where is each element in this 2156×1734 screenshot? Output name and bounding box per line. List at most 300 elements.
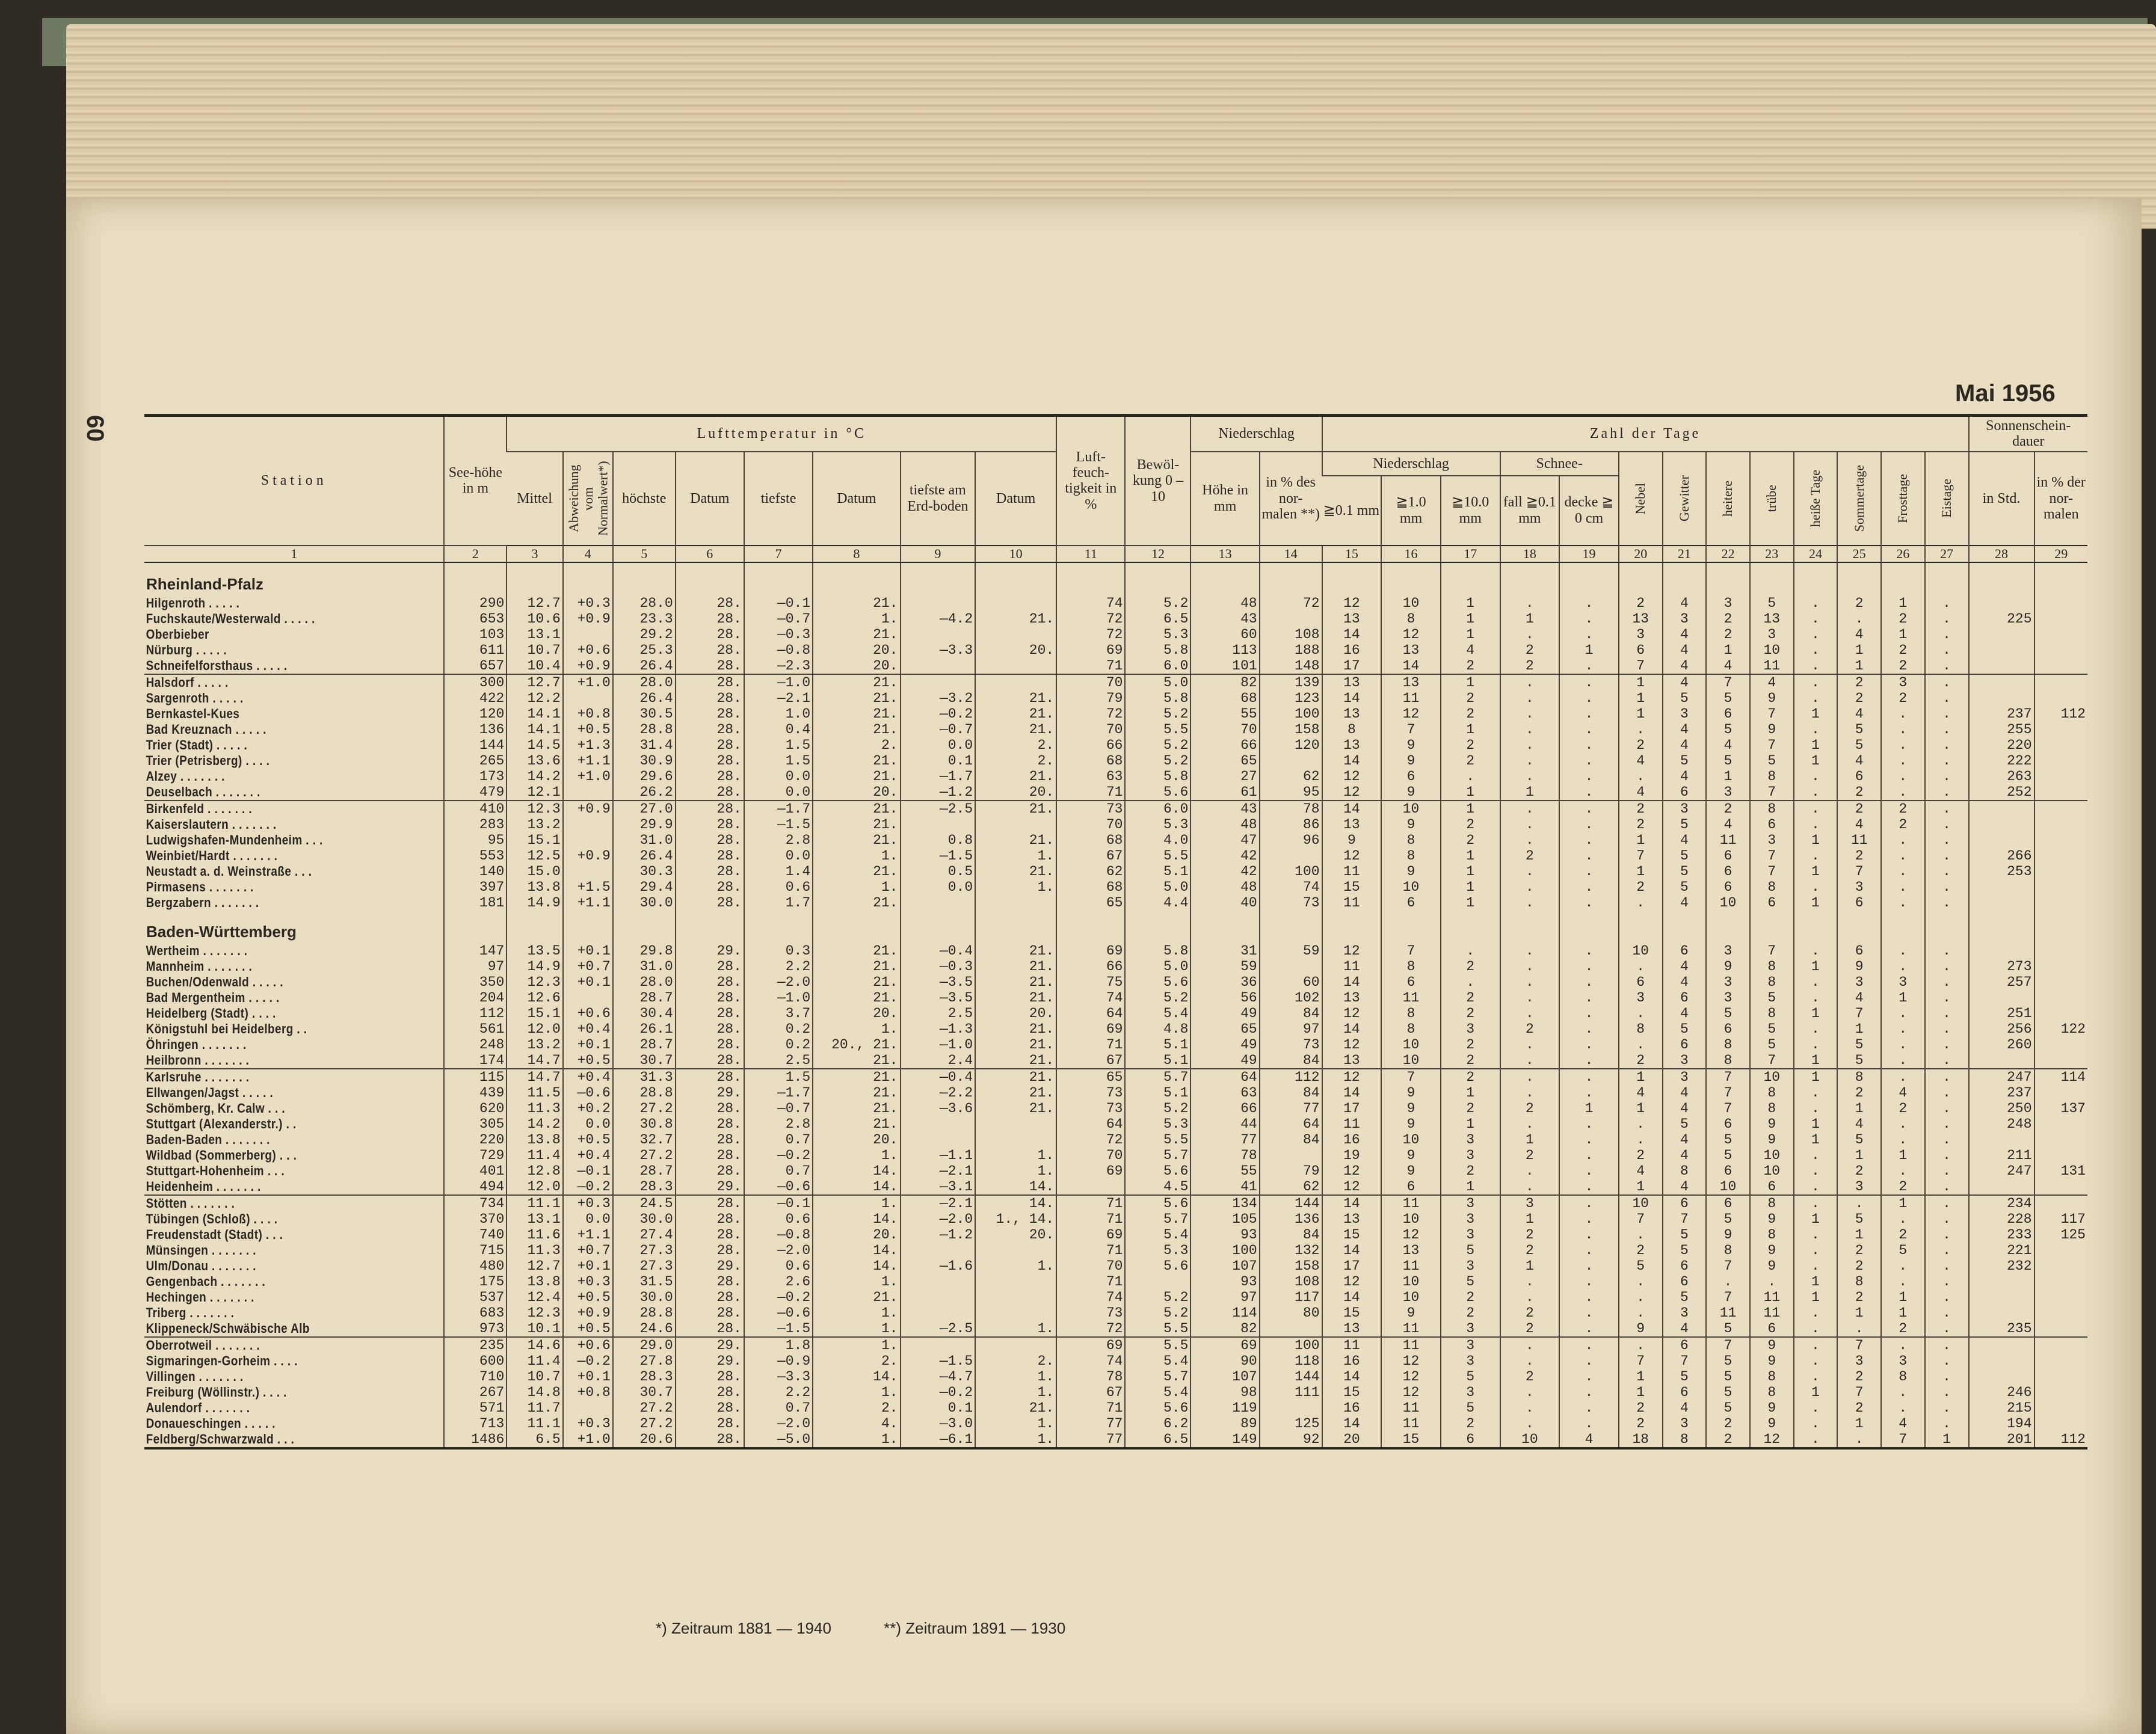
table-cell: 1.: [813, 1337, 900, 1353]
table-cell: 8: [1750, 1385, 1794, 1400]
table-cell: .: [1881, 769, 1925, 784]
table-cell: 14: [1322, 1243, 1382, 1258]
table-cell: [2034, 959, 2087, 974]
table-cell: 28.: [676, 784, 744, 801]
table-cell: 5: [1837, 1211, 1881, 1227]
table-cell: 397: [444, 879, 507, 895]
table-cell: +0.4: [563, 1069, 613, 1085]
table-cell: [2034, 879, 2087, 895]
table-cell: 9: [1381, 737, 1441, 753]
table-cell: 20., 21.: [813, 1037, 900, 1053]
table-cell: +0.1: [563, 1258, 613, 1274]
table-cell: 12: [1322, 595, 1382, 611]
table-cell: 4: [1559, 1431, 1619, 1448]
table-cell: 4: [1663, 674, 1707, 690]
footnote-1: *) Zeitraum 1881 — 1940: [656, 1619, 831, 1637]
table-cell: [2034, 769, 2087, 784]
table-cell: 28.: [676, 879, 744, 895]
table-cell: .: [1559, 1258, 1619, 1274]
table-cell: 13: [1381, 642, 1441, 658]
table-cell: 74: [1056, 1290, 1125, 1305]
table-cell: 5: [1663, 817, 1707, 832]
table-cell: 69: [1056, 1337, 1125, 1353]
table-cell: [1837, 911, 1881, 943]
table-cell: 5.2: [1125, 1290, 1190, 1305]
table-cell: 5.4: [1125, 1385, 1190, 1400]
table-cell: 28.: [676, 974, 744, 990]
table-cell: [2034, 690, 2087, 706]
table-cell: 439: [444, 1085, 507, 1101]
table-cell: 4: [1663, 895, 1707, 911]
table-cell: 29.: [676, 1085, 744, 1101]
table-cell: 1: [1619, 1385, 1663, 1400]
table-cell: 3: [1441, 1321, 1500, 1337]
table-cell: 28.7: [613, 990, 676, 1006]
table-cell: .: [1500, 1337, 1560, 1353]
table-cell: [813, 562, 900, 595]
table-cell: 9: [1750, 1132, 1794, 1148]
table-cell: 1.: [975, 1385, 1056, 1400]
table-cell: 28.: [676, 1006, 744, 1021]
table-cell: 28.: [676, 706, 744, 722]
table-cell: 7: [1663, 1211, 1707, 1227]
table-cell: [2034, 1006, 2087, 1021]
table-row: [144, 959, 2087, 974]
table-cell: .: [1881, 879, 1925, 895]
table-cell: —0.6: [744, 1179, 813, 1195]
table-cell: 8: [1750, 1369, 1794, 1385]
table-cell: 1: [1441, 879, 1500, 895]
table-cell: +0.3: [563, 1195, 613, 1211]
table-cell: 29.: [676, 1353, 744, 1369]
table-cell: [613, 911, 676, 943]
table-cell: [1969, 1179, 2034, 1195]
table-cell: .: [1559, 674, 1619, 690]
table-cell: .: [1500, 674, 1560, 690]
table-cell: 5: [1441, 1369, 1500, 1385]
table-cell: [744, 911, 813, 943]
table-cell: [901, 674, 976, 690]
table-cell: .: [1794, 943, 1838, 959]
table-cell: .: [1881, 864, 1925, 879]
header-gewitter-text: Gewitter: [1676, 475, 1692, 522]
table-cell: 4: [1750, 674, 1794, 690]
table-cell: 1: [1794, 832, 1838, 848]
column-number: 29: [2034, 546, 2087, 562]
table-cell: [1969, 911, 2034, 943]
table-cell: 72: [1056, 1321, 1125, 1337]
table-cell: 82: [1190, 1321, 1259, 1337]
table-cell: .: [1500, 832, 1560, 848]
table-row: [144, 611, 2087, 627]
header-sommertage-text: Sommertage: [1851, 465, 1867, 532]
table-cell: 5: [1706, 1211, 1750, 1227]
table-cell: 1: [1794, 1116, 1838, 1132]
table-cell: 28.0: [613, 974, 676, 990]
table-cell: 21.: [813, 974, 900, 990]
table-cell: .: [1925, 627, 1969, 642]
table-cell: 27.2: [613, 1400, 676, 1416]
column-number-row: [144, 546, 2087, 562]
table-cell: 9: [1381, 1305, 1441, 1321]
table-cell: [975, 1290, 1056, 1305]
table-cell: .: [1619, 1037, 1663, 1053]
table-cell: 30.0: [613, 895, 676, 911]
table-cell: [563, 784, 613, 801]
table-cell: [1381, 562, 1441, 595]
table-row: [144, 753, 2087, 769]
table-cell: 15: [1322, 1227, 1382, 1243]
table-row: [144, 801, 2087, 817]
table-row: [144, 1431, 2087, 1448]
table-cell: 5.8: [1125, 769, 1190, 784]
table-cell: —3.5: [901, 974, 976, 990]
table-cell: .: [1559, 722, 1619, 737]
table-cell: 13: [1322, 1211, 1382, 1227]
table-cell: 3: [1441, 1195, 1500, 1211]
table-cell: 1.: [813, 1385, 900, 1400]
table-cell: .: [1837, 1431, 1881, 1448]
table-cell: 28.: [676, 817, 744, 832]
table-cell: 657: [444, 658, 507, 674]
table-cell: 2: [1837, 1369, 1881, 1385]
table-cell: 77: [1190, 1132, 1259, 1148]
table-cell: 5.3: [1125, 627, 1190, 642]
table-cell: 3: [1663, 1305, 1707, 1321]
table-cell: .: [1925, 706, 1969, 722]
table-cell: 1: [1441, 611, 1500, 627]
table-cell: 5.5: [1125, 1132, 1190, 1148]
table-cell: .: [1500, 1085, 1560, 1101]
table-cell: [901, 911, 976, 943]
table-cell: 0.0: [901, 879, 976, 895]
table-cell: .: [1500, 1290, 1560, 1305]
table-cell: [901, 1274, 976, 1290]
table-cell: .: [1925, 990, 1969, 1006]
table-cell: 43: [1190, 801, 1259, 817]
table-cell: 1: [1619, 674, 1663, 690]
table-cell: 71: [1056, 1195, 1125, 1211]
table-cell: .: [1925, 753, 1969, 769]
table-cell: 8: [1750, 959, 1794, 974]
table-cell: .: [1559, 1116, 1619, 1132]
table-cell: 1: [1441, 864, 1500, 879]
table-cell: 3: [1881, 974, 1925, 990]
table-cell: 27.0: [613, 801, 676, 817]
table-cell: +0.8: [563, 1385, 613, 1400]
table-cell: 4: [1663, 1006, 1707, 1021]
table-cell: 12: [1381, 1227, 1441, 1243]
table-cell: .: [1794, 1163, 1838, 1179]
table-cell: 114: [1190, 1305, 1259, 1321]
table-cell: 21.: [813, 832, 900, 848]
table-cell: [1969, 1132, 2034, 1148]
table-cell: 68: [1056, 753, 1125, 769]
table-cell: 72: [1056, 706, 1125, 722]
table-cell: —1.5: [744, 1321, 813, 1337]
table-cell: [1969, 1369, 2034, 1385]
table-cell: 14: [1322, 627, 1382, 642]
table-cell: 11: [1381, 1195, 1441, 1211]
table-cell: 5: [1706, 1353, 1750, 1369]
table-cell: 2: [1441, 990, 1500, 1006]
table-cell: .: [1559, 737, 1619, 753]
table-cell: 29.9: [613, 817, 676, 832]
table-cell: —1.2: [901, 1227, 976, 1243]
table-cell: 1: [1441, 848, 1500, 864]
table-cell: 78: [1056, 1369, 1125, 1385]
table-cell: [975, 1337, 1056, 1353]
table-cell: 28.: [676, 959, 744, 974]
table-cell: 0.7: [744, 1163, 813, 1179]
table-cell: 13: [1322, 706, 1382, 722]
table-cell: —2.1: [744, 690, 813, 706]
header-schneedecke: decke ≧ 0 cm: [1559, 476, 1619, 546]
table-cell: 5.2: [1125, 1101, 1190, 1116]
table-cell: 3: [1750, 832, 1794, 848]
table-cell: 97: [1190, 1290, 1259, 1305]
table-cell: 21.: [813, 959, 900, 974]
table-cell: 5: [1706, 722, 1750, 737]
table-cell: 69: [1056, 1021, 1125, 1037]
table-cell: .: [1794, 627, 1838, 642]
table-cell: 0.3: [744, 943, 813, 959]
table-cell: 8: [1837, 1069, 1881, 1085]
table-cell: .: [1794, 1037, 1838, 1053]
table-cell: +1.0: [563, 674, 613, 690]
table-cell: [2034, 848, 2087, 864]
table-cell: 74: [1056, 990, 1125, 1006]
table-cell: 21.: [813, 943, 900, 959]
table-cell: 102: [1260, 990, 1322, 1006]
table-cell: [2034, 974, 2087, 990]
table-cell: .: [1925, 690, 1969, 706]
table-cell: 28.: [676, 1243, 744, 1258]
table-cell: 112: [1260, 1069, 1322, 1085]
table-cell: 734: [444, 1195, 507, 1211]
table-cell: 21.: [975, 1037, 1056, 1053]
footnotes: [656, 1619, 1113, 1638]
table-cell: 1: [1837, 642, 1881, 658]
table-cell: 3: [1706, 784, 1750, 801]
table-cell: 14: [1322, 690, 1382, 706]
table-cell: 36: [1190, 974, 1259, 990]
table-cell: 3: [1837, 1179, 1881, 1195]
table-cell: —0.8: [744, 1227, 813, 1243]
table-cell: 69: [1056, 943, 1125, 959]
table-cell: 59: [1260, 943, 1322, 959]
header-luftfeuchte: Luft-feuch-tigkeit in %: [1056, 416, 1125, 546]
table-cell: .: [1925, 1353, 1969, 1369]
header-schnee: Schnee-: [1500, 452, 1619, 476]
table-cell: 5: [1706, 1400, 1750, 1416]
table-cell: 31.0: [613, 959, 676, 974]
table-cell: [1750, 911, 1794, 943]
table-cell: 14.7: [507, 1053, 562, 1069]
table-cell: [901, 1116, 976, 1132]
table-cell: 28.: [676, 769, 744, 784]
table-cell: 6.5: [1125, 1431, 1190, 1448]
table-cell: 4: [1619, 753, 1663, 769]
table-cell: 4: [1619, 1085, 1663, 1101]
column-number: 12: [1125, 546, 1190, 562]
table-cell: 56: [1190, 990, 1259, 1006]
footnote-2: **) Zeitraum 1891 — 1930: [884, 1619, 1066, 1637]
table-cell: .: [1500, 974, 1560, 990]
table-cell: .: [1500, 627, 1560, 642]
table-cell: 3: [1619, 627, 1663, 642]
table-cell: 5: [1706, 1006, 1750, 1021]
station-name: Donaueschingen . . . . .: [146, 1415, 276, 1431]
table-cell: 4: [1881, 1416, 1925, 1431]
table-cell: [1619, 911, 1663, 943]
table-cell: [1794, 911, 1838, 943]
table-cell: —4.7: [901, 1369, 976, 1385]
table-cell: 28.: [676, 1037, 744, 1053]
table-cell: 1: [1441, 1085, 1500, 1101]
table-cell: .: [1559, 1179, 1619, 1195]
header-sonnenschein: Sonnenschein-dauer: [1969, 416, 2088, 452]
table-cell: —1.0: [901, 1037, 976, 1053]
column-number: 20: [1619, 546, 1663, 562]
table-cell: —2.1: [901, 1163, 976, 1179]
table-cell: 15.1: [507, 1006, 562, 1021]
header-sonne-std: in Std.: [1969, 452, 2034, 546]
table-cell: 2: [1500, 1101, 1560, 1116]
table-cell: 5: [1750, 990, 1794, 1006]
table-cell: +0.9: [563, 658, 613, 674]
table-cell: 16: [1322, 1400, 1382, 1416]
table-cell: 6: [1381, 1179, 1441, 1195]
table-cell: 28.8: [613, 722, 676, 737]
table-cell: 140: [444, 864, 507, 879]
table-cell: 20.: [813, 658, 900, 674]
table-cell: 10: [1706, 1179, 1750, 1195]
table-cell: —6.1: [901, 1431, 976, 1448]
table-cell: 260: [1969, 1037, 2034, 1053]
table-cell: 21.: [975, 1069, 1056, 1085]
table-cell: 4.0: [1125, 832, 1190, 848]
table-row: [144, 706, 2087, 722]
table-cell: 28.: [676, 642, 744, 658]
table-cell: —0.1: [744, 595, 813, 611]
table-cell: .: [1794, 769, 1838, 784]
table-cell: .: [1794, 1400, 1838, 1416]
table-cell: 6: [1381, 769, 1441, 784]
table-cell: [1500, 562, 1560, 595]
table-cell: 5.5: [1125, 722, 1190, 737]
table-cell: —0.3: [901, 959, 976, 974]
table-cell: 7: [1750, 848, 1794, 864]
table-cell: 28.: [676, 690, 744, 706]
table-cell: 225: [1969, 611, 2034, 627]
station-name: Sigmaringen-Gorheim . . . .: [146, 1353, 298, 1368]
table-cell: 2.: [975, 1353, 1056, 1369]
table-cell: [1441, 562, 1500, 595]
table-cell: 65: [1056, 895, 1125, 911]
table-cell: 13: [1322, 674, 1382, 690]
table-cell: 620: [444, 1101, 507, 1116]
table-cell: .: [1794, 1321, 1838, 1337]
table-cell: 108: [1260, 1274, 1322, 1290]
table-cell: 1: [1441, 722, 1500, 737]
table-cell: .: [1559, 832, 1619, 848]
station-name: Aulendorf . . . . . . .: [146, 1400, 250, 1415]
table-cell: .: [1881, 832, 1925, 848]
column-number: 24: [1794, 546, 1838, 562]
table-cell: 1: [1837, 1021, 1881, 1037]
table-cell: 1: [1619, 832, 1663, 848]
table-cell: —2.5: [901, 801, 976, 817]
table-cell: 5.7: [1125, 1211, 1190, 1227]
table-header: [144, 416, 2087, 562]
table-cell: [1969, 879, 2034, 895]
table-cell: 27.8: [613, 1353, 676, 1369]
table-cell: 1: [1619, 1179, 1663, 1195]
table-cell: .: [1925, 674, 1969, 690]
table-cell: 4: [1837, 706, 1881, 722]
table-cell: .: [1925, 1416, 1969, 1431]
table-cell: 2: [1881, 611, 1925, 627]
table-cell: .: [1925, 1163, 1969, 1179]
header-eistage: [1925, 452, 1969, 546]
table-cell: 6: [1706, 1021, 1750, 1037]
table-cell: +1.0: [563, 769, 613, 784]
table-cell: 118: [1260, 1353, 1322, 1369]
table-cell: 17: [1322, 1258, 1382, 1274]
table-cell: 49: [1190, 1037, 1259, 1053]
header-eistage-text: Eistage: [1938, 479, 1954, 518]
table-cell: 8: [1381, 1006, 1441, 1021]
table-cell: +0.1: [563, 943, 613, 959]
table-cell: [2034, 1337, 2087, 1353]
table-cell: +0.6: [563, 642, 613, 658]
table-cell: .: [1925, 1132, 1969, 1148]
table-cell: .: [1794, 1195, 1838, 1211]
table-cell: 9: [1381, 1116, 1441, 1132]
table-cell: —1.2: [901, 784, 976, 801]
table-cell: 28.: [676, 737, 744, 753]
table-cell: 84: [1260, 1132, 1322, 1148]
table-cell: .: [1925, 1195, 1969, 1211]
table-cell: 65: [1190, 753, 1259, 769]
table-cell: 715: [444, 1243, 507, 1258]
table-cell: 237: [1969, 706, 2034, 722]
table-cell: .: [1925, 1148, 1969, 1163]
table-cell: 66: [1190, 737, 1259, 753]
table-cell: 0.0: [563, 1211, 613, 1227]
table-cell: —0.2: [744, 1290, 813, 1305]
table-cell: 1: [1441, 784, 1500, 801]
table-cell: 2: [1837, 801, 1881, 817]
table-cell: 63: [1056, 769, 1125, 784]
table-cell: 1.: [813, 879, 900, 895]
table-cell: .: [1794, 1305, 1838, 1321]
table-cell: .: [1881, 848, 1925, 864]
table-cell: 136: [1260, 1211, 1322, 1227]
table-cell: 100: [1260, 1337, 1322, 1353]
table-cell: .: [1559, 1385, 1619, 1400]
table-cell: 21.: [813, 895, 900, 911]
table-cell: 0.6: [744, 1258, 813, 1274]
table-cell: +0.1: [563, 974, 613, 990]
table-cell: 1: [1925, 1431, 1969, 1448]
table-cell: 60: [1260, 974, 1322, 990]
table-cell: +1.0: [563, 1431, 613, 1448]
table-cell: 5: [1706, 1321, 1750, 1337]
table-cell: 158: [1260, 722, 1322, 737]
table-row: [144, 1416, 2087, 1431]
